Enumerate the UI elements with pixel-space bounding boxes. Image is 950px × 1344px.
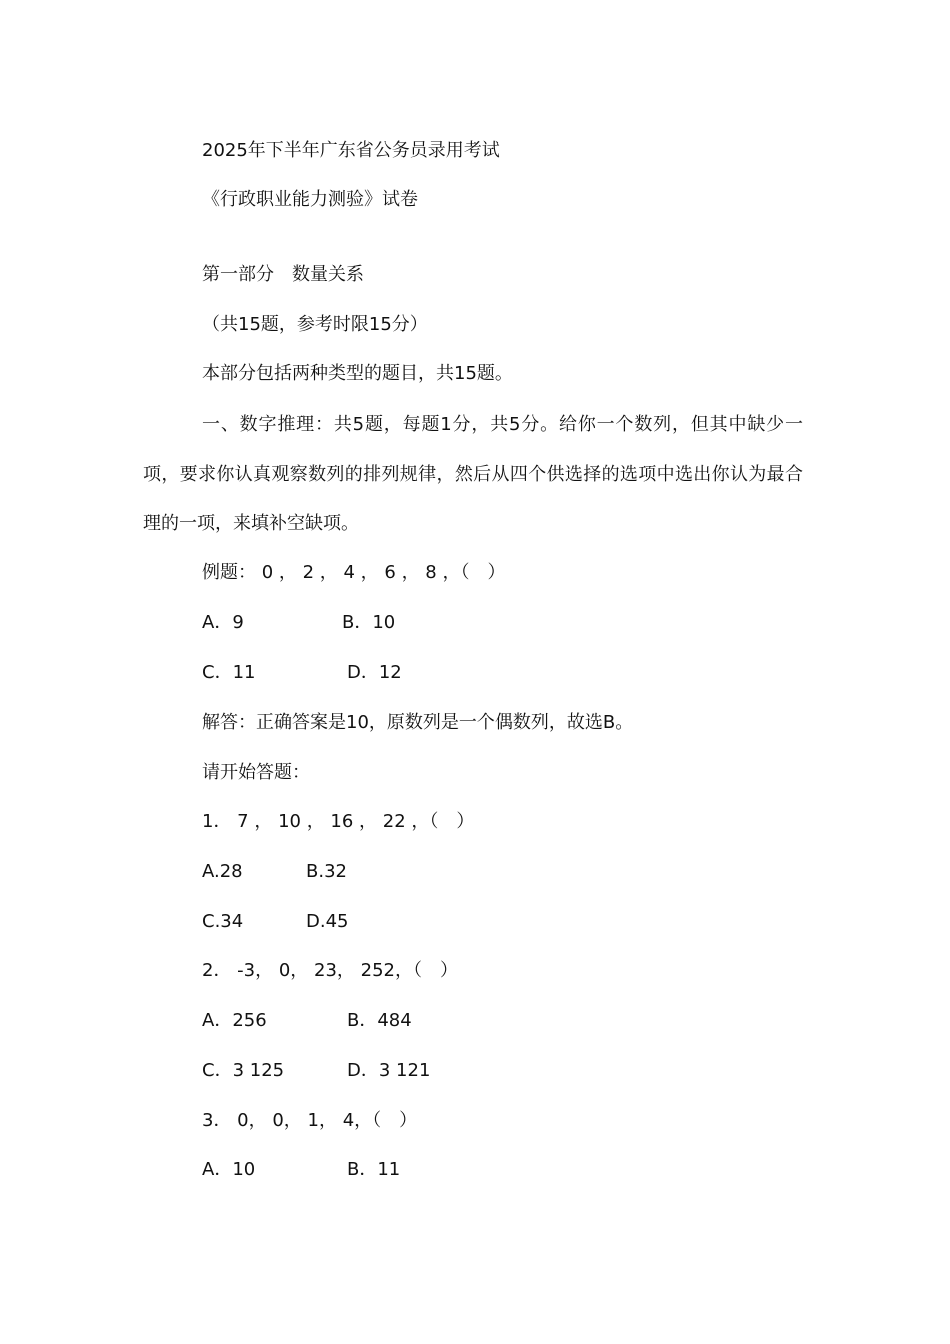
section-meta: （共15题，参考时限15分） bbox=[202, 314, 428, 335]
example-option-b: B．10 bbox=[342, 612, 396, 633]
question-1-option-c: C.34 bbox=[202, 911, 244, 932]
question-1-options-row-2 bbox=[202, 910, 349, 934]
example-options-row-2 bbox=[202, 661, 402, 685]
example-answer: 解答：正确答案是10，原数列是一个偶数列，故选B。 bbox=[202, 712, 634, 733]
question-2-options-row-2 bbox=[202, 1059, 430, 1083]
section-intro: 本部分包括两种类型的题目，共15题。 bbox=[202, 363, 513, 384]
example-question: 例题： 0 ， 2 ， 4 ， 6 ， 8 ，（ ） bbox=[202, 562, 506, 583]
question-2-option-a: A．256 bbox=[202, 1010, 267, 1031]
question-3-option-b: B．11 bbox=[347, 1159, 401, 1180]
question-2-options-row-1 bbox=[202, 1009, 412, 1033]
question-1-option-d: D.45 bbox=[306, 911, 349, 932]
example-options-row-1 bbox=[202, 611, 395, 635]
question-3-stem: 3． 0， 0， 1， 4，（ ） bbox=[202, 1110, 418, 1131]
question-1-stem: 1． 7 ， 10 ， 16 ， 22 ，（ ） bbox=[202, 811, 475, 832]
question-1-option-b: B.32 bbox=[306, 861, 347, 882]
section-heading: 第一部分 数量关系 bbox=[202, 264, 364, 285]
question-3-options-row-1 bbox=[202, 1158, 400, 1182]
question-3-option-a: A．10 bbox=[202, 1159, 256, 1180]
question-2-option-d: D．3 121 bbox=[347, 1060, 431, 1081]
example-option-d: D．12 bbox=[347, 662, 402, 683]
example-option-c: C．11 bbox=[202, 662, 256, 683]
question-2-stem: 2． -3， 0， 23， 252，（ ） bbox=[202, 960, 458, 981]
question-2-option-b: B．484 bbox=[347, 1010, 412, 1031]
instruction-paragraph: 一、数字推理：共5题，每题1分，共5分。给你一个数列，但其中缺少一项，要求你认真观察数列的排列规律，然后从四个供选择的选项中选出你认为最合理的一项，来填补空缺项。 bbox=[143, 414, 803, 534]
question-2-option-c: C．3 125 bbox=[202, 1060, 285, 1081]
exam-title: 2025年下半年广东省公务员录用考试 bbox=[202, 140, 500, 161]
exam-subtitle: 《行政职业能力测验》试卷 bbox=[202, 189, 418, 210]
start-prompt: 请开始答题： bbox=[202, 762, 310, 783]
example-option-a: A．9 bbox=[202, 612, 244, 633]
question-1-options-row-1 bbox=[202, 860, 347, 884]
question-1-option-a: A.28 bbox=[202, 861, 243, 882]
